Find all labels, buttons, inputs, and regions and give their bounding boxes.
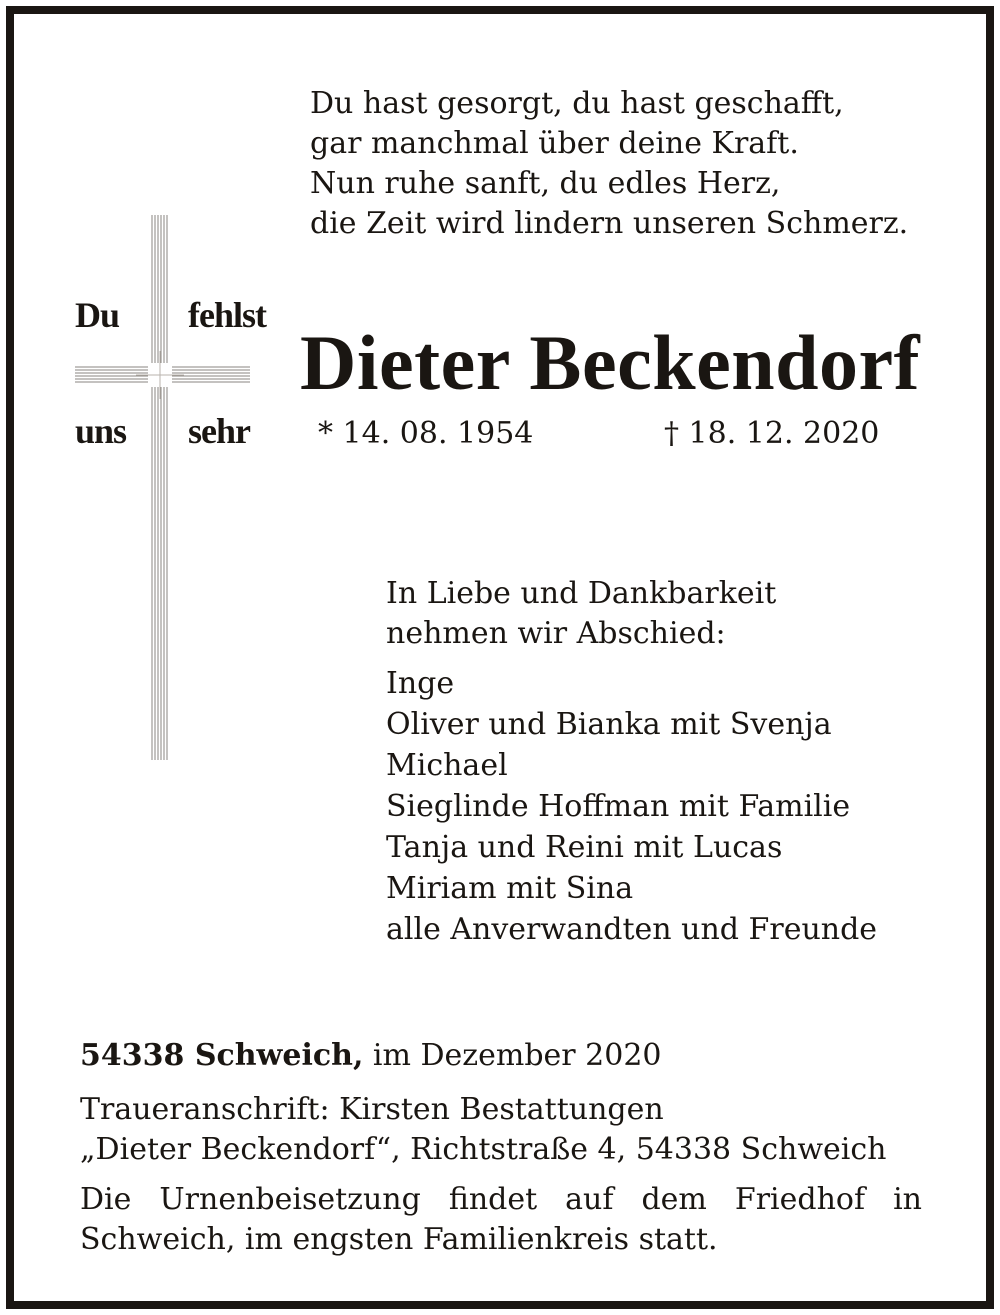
poem-line: gar manchmal über deine Kraft. xyxy=(310,126,799,161)
cross-word-du: Du xyxy=(75,295,120,335)
cross-word-uns: uns xyxy=(75,411,127,451)
mourner-name: alle Anverwandten und Freunde xyxy=(386,912,878,947)
address-line: „Dieter Beckendorf“, Richtstraße 4, 54338 Schweich xyxy=(80,1132,887,1167)
mourner-name: Inge xyxy=(386,666,455,701)
mourner-name: Tanja und Reini mit Lucas xyxy=(386,830,783,865)
farewell-text xyxy=(386,574,776,654)
poem-line: Du hast gesorgt, du hast geschafft, xyxy=(310,86,844,121)
cross-word-fehlst: fehlst xyxy=(188,295,266,335)
poem-line: die Zeit wird lindern unseren Schmerz. xyxy=(310,206,909,241)
poem xyxy=(310,84,950,244)
birth-date: * 14. 08. 1954 xyxy=(318,416,534,451)
deceased-name: Dieter Beckendorf xyxy=(300,319,921,406)
mourner-name: Michael xyxy=(386,748,508,783)
date-text: im Dezember 2020 xyxy=(363,1038,662,1073)
mourners-list xyxy=(386,663,877,950)
mourner-name: Sieglinde Hoffman mit Familie xyxy=(386,789,851,824)
farewell-line: In Liebe und Dankbarkeit xyxy=(386,576,777,611)
mourning-address xyxy=(80,1090,922,1170)
farewell-line: nehmen wir Abschied: xyxy=(386,616,726,651)
address-line: Traueranschrift: Kirsten Bestattungen xyxy=(80,1092,664,1127)
place: 54338 Schweich, xyxy=(80,1038,364,1073)
mourner-name: Miriam mit Sina xyxy=(386,871,634,906)
place-date-line xyxy=(80,1036,922,1076)
mourner-name: Oliver und Bianka mit Svenja xyxy=(386,707,832,742)
cross-word-sehr: sehr xyxy=(188,411,250,451)
poem-line: Nun ruhe sanft, du edles Herz, xyxy=(310,166,781,201)
burial-notice: Die Urnenbeisetzung findet auf dem Friedhof in Schweich, im engsten Familienkreis statt. xyxy=(80,1182,922,1257)
death-date: † 18. 12. 2020 xyxy=(664,416,880,451)
